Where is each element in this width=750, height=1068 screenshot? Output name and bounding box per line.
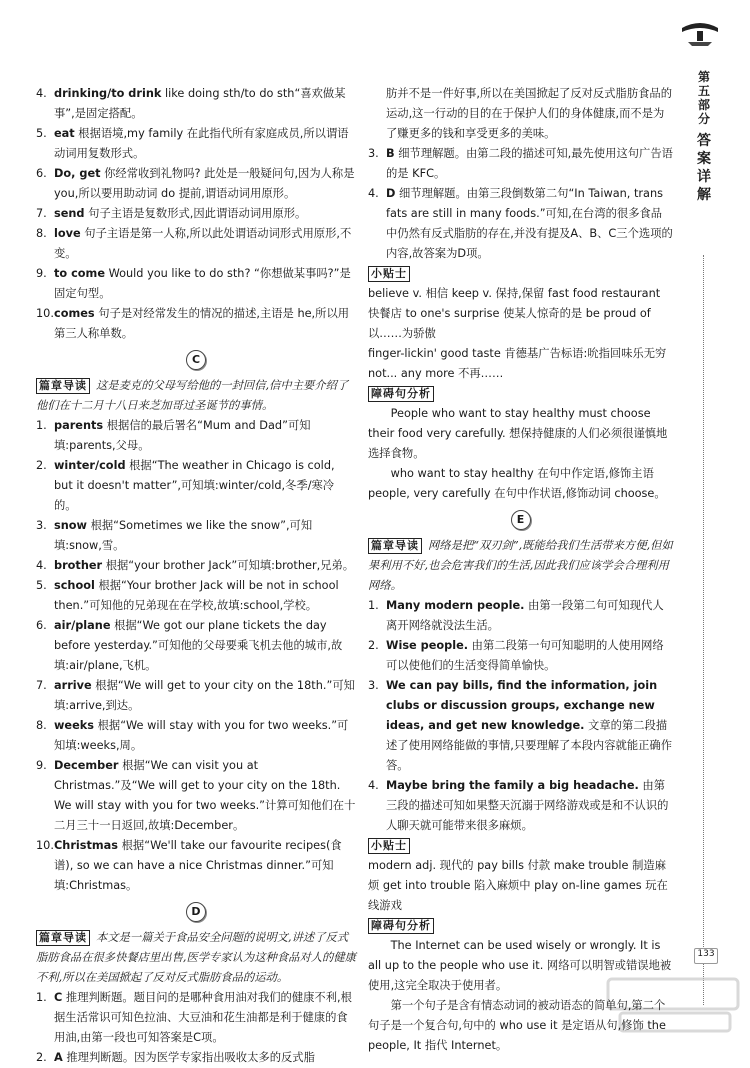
answer-item (36, 716, 356, 756)
answer-key: love (54, 227, 81, 240)
answer-item (36, 124, 356, 164)
answer-explanation: 根据语境,my family 在此指代所有家庭成员,所以谓语动词用复数形式。 (54, 127, 349, 160)
answer-explanation: 根据“The weather in Chicago is cold, but it doesn't matter”,可知填:winter/cold,冬季/寒冷的。 (54, 459, 335, 512)
answer-explanation: 你经常收到礼物吗? 此处是一般疑问句,因为人称是 you,所以要用助动词 do 提前,谓语动词用原形。 (54, 167, 355, 200)
answer-item (368, 676, 673, 776)
answer-explanation: 根据“We will get to your city on the 18th.”可知填:arrive,到达。 (54, 679, 355, 712)
guide-d-text: 本文是一篇关于食品安全问题的说明文,讲述了反式脂肪食品在很多快餐店里出售,医学专家认为这种食品对人的健康不利,所以在美国掀起了反对反式脂肪食品的运动。 (36, 931, 356, 984)
page-number: 133 (694, 948, 718, 964)
answer-number: 10. (36, 839, 54, 852)
answer-key: weeks (54, 719, 94, 732)
answer-key: snow (54, 519, 87, 532)
section-c-letter: C (186, 350, 206, 370)
answer-explanation: 句子是对经常发生的情况的描述,主语是 he,所以用第三人称单数。 (54, 307, 350, 340)
answer-item (36, 1048, 356, 1068)
answer-number: 9. (36, 267, 47, 280)
answer-item (368, 144, 673, 184)
answer-explanation: 细节理解题。由第三段倒数第二句“In Taiwan, trans fats are still in many foods.”可知,在台湾的很多食品中仍然有反式脂肪的存在,并没有提及A、B、C三个选项的内容,故答案为D项。 (386, 187, 673, 260)
answer-explanation: 根据信的最后署名“Mum and Dad”可知填:parents,父母。 (54, 419, 311, 452)
answer-item (368, 184, 673, 264)
answer-number: 3. (368, 679, 379, 692)
answers-group-d-cont (368, 144, 673, 264)
answer-item (36, 576, 356, 616)
answer-explanation: 由第三段的描述可知如果整天沉溺于网络游戏或是和不认识的人聊天就可能带来很多麻烦。 (386, 779, 669, 832)
answer-item (36, 988, 356, 1048)
analysis-e-english: The Internet can be used wisely or wrongly. It is all up to the people who use it. 网络可以明智或错误地被使用,这完全取决于使用者。 (368, 939, 672, 992)
answer-explanation: 根据“Your brother Jack will be not in school then.”可知他的兄弟现在在学校,故填:school,学校。 (54, 579, 339, 612)
answer-explanation: 细节理解题。由第二段的描述可知,最先使用这句广告语的是 KFC。 (386, 147, 673, 180)
section-d-letter: D (186, 902, 206, 922)
continued-answer-text: 肪并不是一件好事,所以在美国掀起了反对反式脂肪食品的运动,这一行动的目的在于保护人们的身体健康,而不是为了赚更多的钱和享受更多的美味。 (386, 87, 673, 140)
answer-item (36, 676, 356, 716)
answers-group-b (36, 84, 356, 344)
answer-item (36, 756, 356, 836)
answer-key: air/plane (54, 619, 111, 632)
answer-item (36, 224, 356, 264)
answer-explanation: 根据“We got our plane tickets the day before yesterday.”可知他的父母要乘飞机去他的城市,故填:air/plane,飞机。 (54, 619, 343, 672)
analysis-d-english: People who want to stay healthy must choose their food very carefully. 想保持健康的人们必须很谨慎地选择食物。 (368, 407, 668, 460)
section-d-marker (36, 902, 356, 924)
answer-number: 6. (36, 619, 47, 632)
side-section-title (693, 70, 715, 204)
answer-key: Do, get (54, 167, 101, 180)
side-title-main: 答案详解 (697, 133, 711, 203)
answer-item (36, 556, 356, 576)
right-column (368, 84, 673, 1056)
answer-item (36, 456, 356, 516)
answer-key: winter/cold (54, 459, 126, 472)
answer-key: brother (54, 559, 103, 572)
answer-explanation: 句子主语是第一人称,所以此处谓语动词形式用原形,不变。 (54, 227, 352, 260)
answer-key: send (54, 207, 85, 220)
answer-number: 10. (36, 307, 54, 320)
answer-explanation: 根据“We'll take our favourite recipes(食谱), so we can have a nice Christmas dinner.”可知填:Christmas。 (54, 839, 342, 892)
answers-group-c (36, 416, 356, 896)
answer-item (36, 84, 356, 124)
answer-item (36, 264, 356, 304)
answer-explanation: 由第一段第二句可知现代人离开网络就没法生活。 (386, 599, 664, 632)
answer-explanation: 根据“We will stay with you for two weeks.”可知填:weeks,周。 (54, 719, 349, 752)
answer-number: 5. (36, 579, 47, 592)
answer-item (36, 616, 356, 676)
section-c-marker (36, 350, 356, 372)
answer-item (36, 836, 356, 896)
answer-number: 3. (368, 147, 379, 160)
answer-key: Many modern people. (386, 599, 525, 612)
answer-explanation: 由第二段第一句可知聪明的人使用网络可以使他们的生活变得简单愉快。 (386, 639, 664, 672)
answer-number: 4. (36, 559, 47, 572)
answer-number: 2. (36, 459, 47, 472)
dotted-cut-line (703, 255, 704, 1005)
side-strip (690, 40, 718, 1020)
guide-c (36, 376, 356, 416)
answer-item (368, 776, 673, 836)
guide-e-text: 网络是把“双刃剑”,既能给我们生活带来方便,但如果利用不好,也会危害我们的生活,因此我们应该学会合理利用网络。 (368, 539, 673, 592)
section-e-marker (368, 510, 673, 532)
answer-item (36, 164, 356, 204)
analysis-e-chinese: 第一个句子是含有情态动词的被动语态的简单句,第二个句子是一个复合句,句中的 who use it 是定语从句,修饰 the people, It 指代 Internet。 (368, 999, 666, 1052)
answer-key: parents (54, 419, 104, 432)
section-e-letter: E (511, 510, 531, 530)
answer-key: Christmas (54, 839, 119, 852)
answer-item (36, 304, 356, 344)
answer-item (368, 636, 673, 676)
answer-number: 1. (368, 599, 379, 612)
guide-e-tag: 篇章导读 (368, 538, 422, 554)
answer-key: A (54, 1051, 63, 1064)
answer-explanation: 句子主语是复数形式,因此谓语动词用原形。 (88, 207, 307, 220)
answer-number: 1. (36, 419, 47, 432)
answer-explanation: 根据“your brother Jack”可知填:brother,兄弟。 (105, 559, 355, 572)
answer-explanation: 文章的第二段描述了使用网络能做的事情,只要理解了本段内容就能正确作答。 (386, 719, 673, 772)
answers-group-d (36, 988, 356, 1068)
answer-explanation: 推理判断题。因为医学专家指出吸收太多的反式脂 (66, 1051, 315, 1064)
answer-number: 2. (36, 1051, 47, 1064)
answer-explanation: like doing sth/to do sth“喜欢做某事”,是固定搭配。 (54, 87, 346, 120)
answer-number: 8. (36, 227, 47, 240)
answer-key: drinking/to drink (54, 87, 162, 100)
answer-number: 8. (36, 719, 47, 732)
guide-c-text: 这是麦克的父母写给他的一封回信,信中主要介绍了他们在十二月十八日来芝加哥过圣诞节的事情。 (36, 379, 349, 412)
answer-number: 7. (36, 679, 47, 692)
answer-explanation: 根据“We can visit you at Christmas.”及“We will get to your city on the 18th. We will stay with you for two weeks.”计算可知他们在十二月三十一日返回,故填:December。 (54, 759, 356, 832)
answer-number: 3. (36, 519, 47, 532)
answer-item (368, 596, 673, 636)
answer-key: Maybe bring the family a big headache. (386, 779, 639, 792)
analysis-d-chinese: who want to stay healthy 在句中作定语,修饰主语 people, very carefully 在句中作状语,修饰动词 choose。 (368, 467, 666, 500)
guide-e (368, 536, 673, 596)
tip-d-text-2: finger-lickin' good taste 肯德基广告标语:吮指回味乐无穷 not... any more 不再…… (368, 347, 667, 380)
guide-d-tag: 篇章导读 (36, 930, 90, 946)
answer-number: 2. (368, 639, 379, 652)
answer-number: 1. (36, 991, 47, 1004)
answer-key: to come (54, 267, 105, 280)
answers-group-e (368, 596, 673, 836)
guide-d (36, 928, 356, 988)
answer-key: We can pay bills, find the information, join clubs or discussion groups, exchange new ideas, and get new knowledge. (386, 679, 658, 732)
answer-item (36, 516, 356, 556)
answer-key: eat (54, 127, 75, 140)
answer-item (36, 416, 356, 456)
answer-explanation: Would you like to do sth? “你想做某事吗?”是固定句型。 (54, 267, 351, 300)
answer-number: 4. (368, 779, 379, 792)
answer-number: 4. (36, 87, 47, 100)
answer-number: 7. (36, 207, 47, 220)
guide-c-tag: 篇章导读 (36, 378, 90, 394)
answer-key: Wise people. (386, 639, 469, 652)
answer-number: 9. (36, 759, 47, 772)
answer-key: school (54, 579, 95, 592)
answer-number: 5. (36, 127, 47, 140)
side-title-part: 第五部分 (697, 70, 710, 126)
answer-key: comes (54, 307, 95, 320)
answer-number: 6. (36, 167, 47, 180)
answer-number: 4. (368, 187, 379, 200)
answer-key: arrive (54, 679, 92, 692)
tip-d-text: believe v. 相信 keep v. 保持,保留 fast food restaurant 快餐店 to one's surprise 使某人惊奇的是 be proud of 以……为骄傲 (368, 287, 661, 340)
answer-explanation: 推理判断题。题目问的是哪种食用油对我们的健康不利,根据生活常识可知色拉油、大豆油和花生油都是利于健康的食用油,由第一段也可知答案是C项。 (54, 991, 352, 1044)
answer-explanation: 根据“Sometimes we like the snow”,可知填:snow,雪。 (54, 519, 313, 552)
answer-key: D (386, 187, 396, 200)
analysis-e-tag: 障碍句分析 (368, 918, 434, 934)
answer-key: B (386, 147, 395, 160)
analysis-d-tag: 障碍句分析 (368, 386, 434, 402)
left-column (36, 84, 356, 1068)
answer-key: December (54, 759, 119, 772)
tip-e-tag: 小贴士 (368, 838, 410, 854)
answer-item (36, 204, 356, 224)
answer-key: C (54, 991, 63, 1004)
tip-e-text: modern adj. 现代的 pay bills 付款 make trouble 制造麻烦 get into trouble 陷入麻烦中 play on-line games 玩在线游戏 (368, 859, 668, 912)
tip-d-tag: 小贴士 (368, 266, 410, 282)
